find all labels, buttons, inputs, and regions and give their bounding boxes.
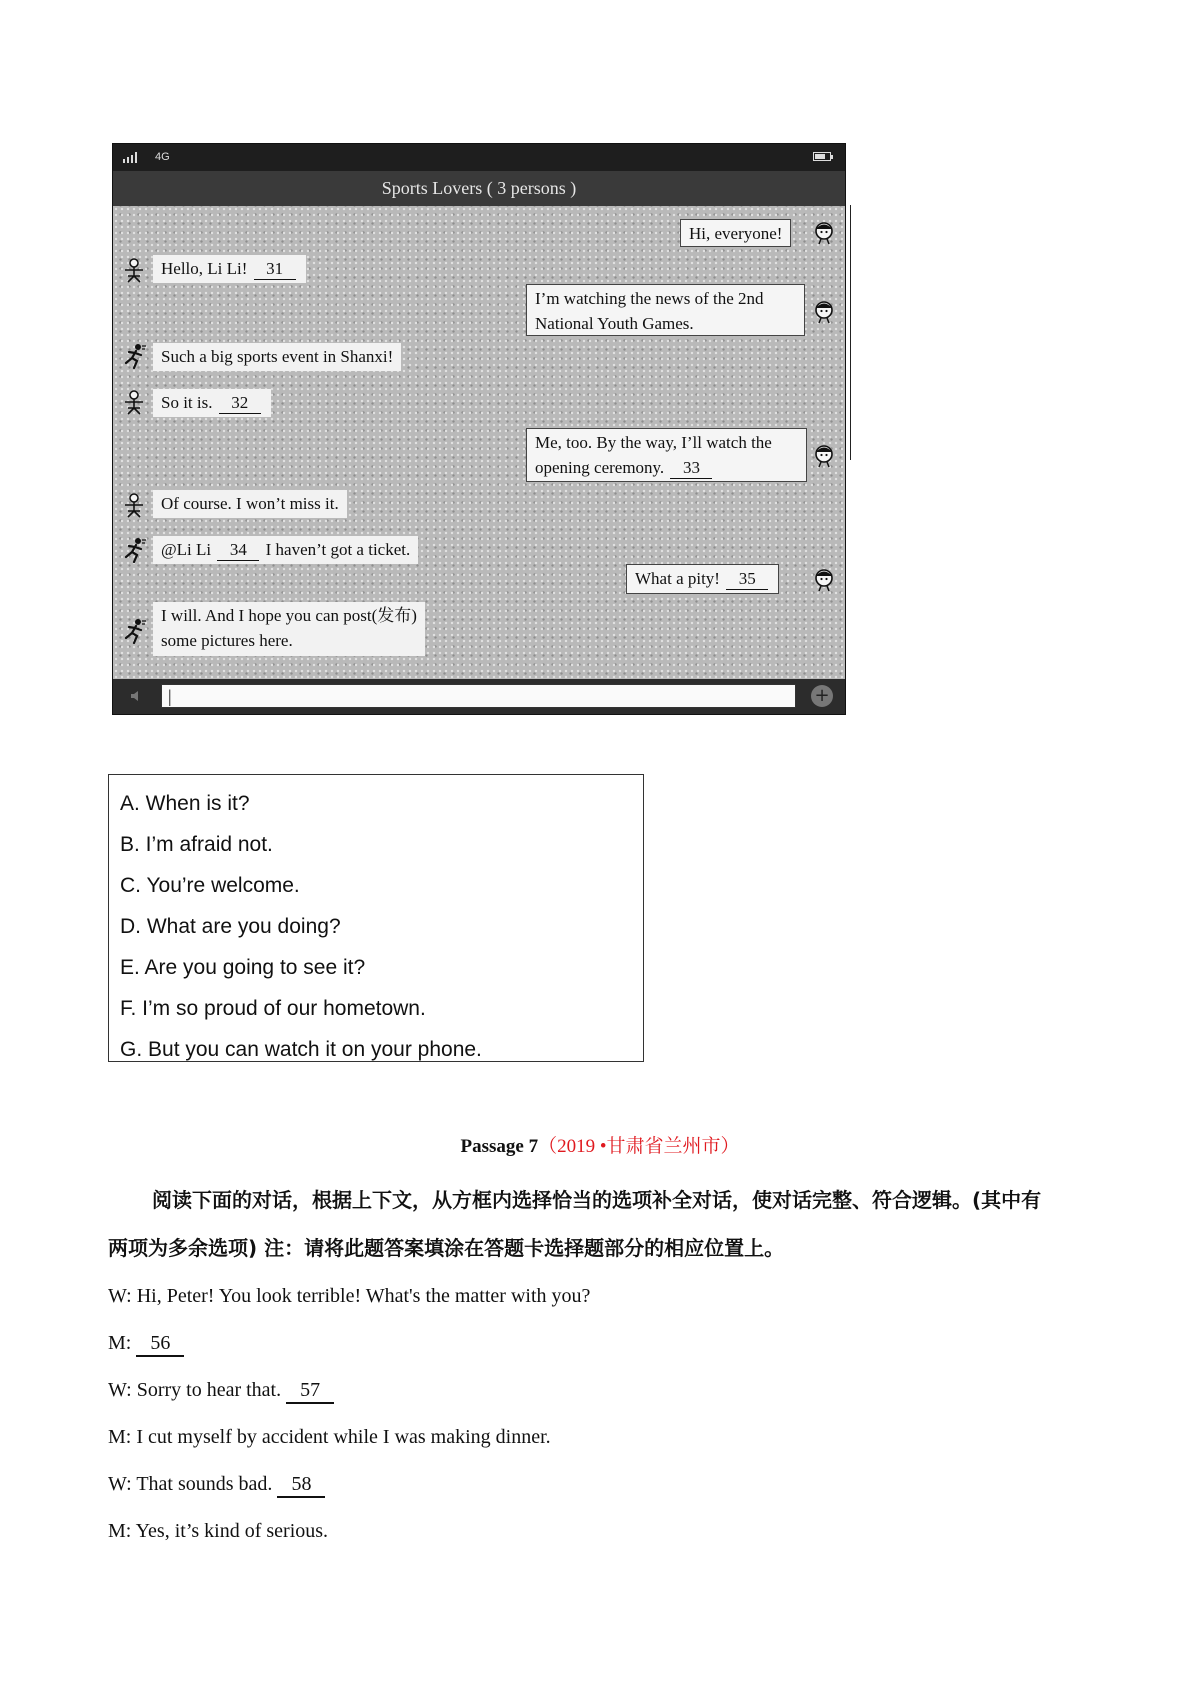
chat-message: Me, too. By the way, I’ll watch the opening ceremony. 33 [526, 428, 807, 482]
network-label: 4G [155, 151, 170, 163]
dialogue-line: M: I cut myself by accident while I was making dinner. [108, 1426, 551, 1448]
instruction-line: 两项为多余选项) 注：请将此题答案填涂在答题卡选择题部分的相应位置上。 [108, 1236, 785, 1260]
chat-message: Of course. I won’t miss it. [153, 490, 347, 518]
girl-avatar-icon [811, 219, 837, 245]
girl-avatar-icon [811, 442, 837, 468]
chat-screenshot [112, 143, 846, 715]
dialogue-line: W: That sounds bad. 58 [108, 1469, 325, 1499]
dialogue-line: W: Sorry to hear that. 57 [108, 1375, 334, 1405]
passage-name: Passage 7 [460, 1136, 539, 1157]
divider [850, 205, 851, 460]
voice-icon[interactable] [129, 689, 143, 703]
passage-source: （2019 •甘肃省兰州市） [538, 1136, 740, 1157]
chat-message: Hello, Li Li! 31 [153, 255, 306, 283]
girl-avatar-icon [811, 298, 837, 324]
chat-message: I’m watching the news of the 2nd National Youth Games. [526, 284, 805, 336]
option-a: A. When is it? [120, 792, 250, 815]
chat-message: @Li Li 34 I haven’t got a ticket. [153, 536, 418, 564]
chat-area [113, 206, 845, 681]
dialogue-line: M: 56 [108, 1328, 184, 1358]
runner-avatar-icon [121, 618, 147, 644]
runner-avatar-icon [121, 537, 147, 563]
status-bar [113, 144, 845, 171]
option-b: B. I’m afraid not. [120, 833, 273, 856]
girl-avatar-icon [811, 566, 837, 592]
passage-title [0, 1132, 1200, 1162]
plus-icon[interactable]: + [811, 685, 833, 707]
dialogue-line: W: Hi, Peter! You look terrible! What's the matter with you? [108, 1285, 591, 1307]
answer-blank: 56 [136, 1331, 184, 1357]
answer-blank: 58 [277, 1472, 325, 1498]
boy-avatar-icon [121, 389, 147, 415]
input-bar [113, 679, 845, 714]
option-d: D. What are you doing? [120, 915, 341, 938]
option-f: F. I’m so proud of our hometown. [120, 997, 426, 1020]
chat-title: Sports Lovers ( 3 persons ) [113, 171, 845, 206]
chat-message: So it is. 32 [153, 389, 271, 417]
battery-icon [813, 152, 831, 161]
dialogue-line: M: Yes, it’s kind of serious. [108, 1520, 329, 1542]
option-c: C. You’re welcome. [120, 874, 300, 897]
message-input[interactable]: | [161, 684, 796, 708]
instruction-line: 阅读下面的对话，根据上下文，从方框内选择恰当的选项补全对话，使对话完整、符合逻辑。(其中有 [152, 1188, 1042, 1212]
runner-avatar-icon [121, 343, 147, 369]
chat-message: I will. And I hope you can post(发布) some pictures here. [153, 602, 425, 656]
boy-avatar-icon [121, 257, 147, 283]
chat-message: What a pity! 35 [626, 564, 779, 594]
option-e: E. Are you going to see it? [120, 956, 366, 979]
option-g: G. But you can watch it on your phone. [120, 1038, 482, 1061]
boy-avatar-icon [121, 492, 147, 518]
instruction [108, 1176, 1108, 1272]
chat-message: Such a big sports event in Shanxi! [153, 343, 401, 371]
options-box [108, 774, 644, 1062]
chat-message: Hi, everyone! [680, 219, 791, 247]
answer-blank: 57 [286, 1378, 334, 1404]
signal-icon [123, 152, 137, 163]
